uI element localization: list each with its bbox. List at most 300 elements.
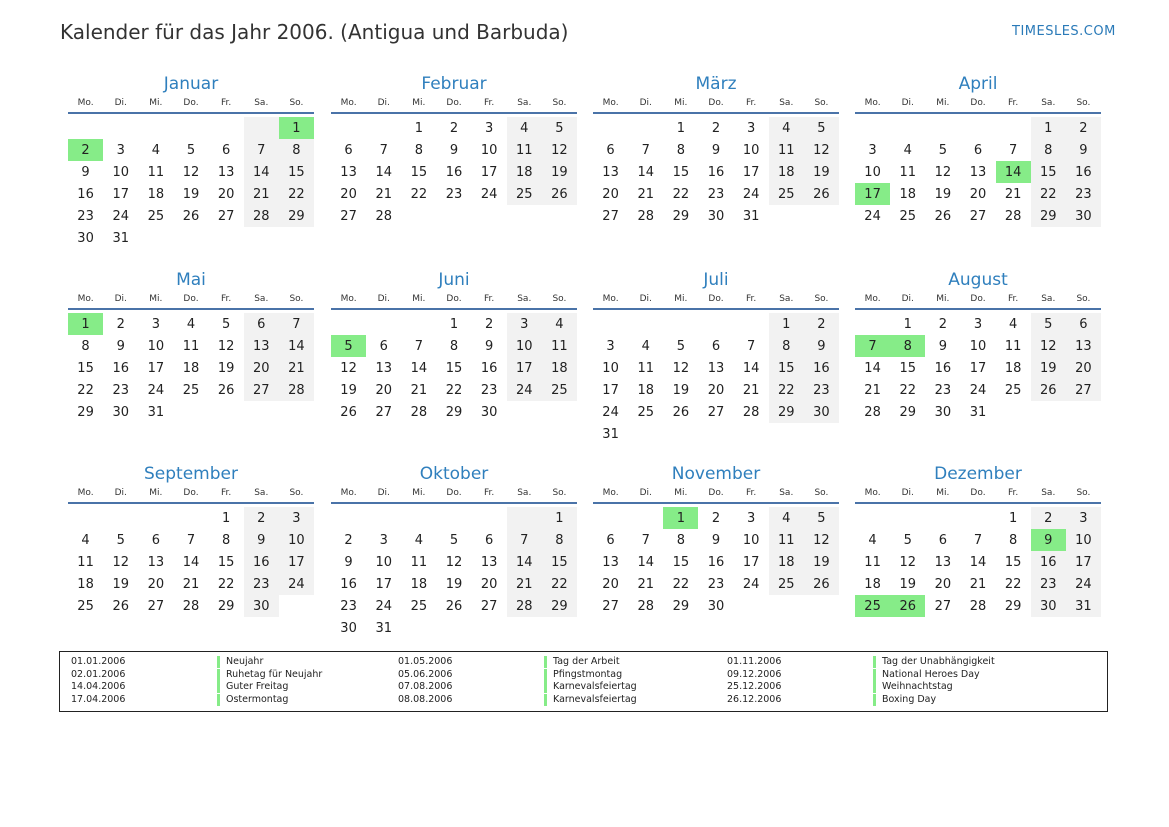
day-cell: 23 — [340, 598, 357, 614]
weekday-header: Mi. — [138, 488, 173, 503]
month-table — [68, 294, 314, 423]
empty-cell — [542, 401, 577, 423]
empty-cell — [996, 401, 1031, 423]
empty-cell — [173, 117, 208, 139]
month-name: April — [958, 74, 998, 94]
day-cell: 7 — [244, 139, 279, 161]
day-cell: 7 — [1008, 142, 1018, 158]
weekday-header: Do. — [960, 488, 995, 503]
week-row — [331, 183, 577, 205]
weekday-header: Sa. — [507, 98, 542, 113]
day-cell: 10 — [1066, 529, 1101, 551]
weekday-header: Do. — [960, 98, 995, 113]
day-cell: 3 — [746, 510, 756, 526]
day-cell: 15 — [769, 357, 804, 379]
weekday-header: Fr. — [734, 488, 769, 503]
day-cell: 16 — [112, 360, 129, 376]
weekday-header: Mo. — [68, 488, 103, 503]
empty-cell — [472, 617, 507, 639]
day-cell: 4 — [1008, 316, 1018, 332]
week-row — [855, 573, 1101, 595]
weekday-header: Mo. — [68, 294, 103, 309]
weekday-header: So. — [279, 98, 314, 113]
day-cell: 5 — [804, 117, 839, 139]
weekday-header: Fr. — [209, 488, 244, 503]
empty-cell — [507, 617, 542, 639]
day-cell: 16 — [707, 164, 725, 180]
empty-cell — [366, 313, 401, 335]
day-cell: 6 — [244, 313, 279, 335]
empty-cell — [331, 507, 366, 529]
holiday-name: Karnevalsfeiertag — [544, 681, 637, 693]
day-cell: 3 — [151, 316, 160, 332]
day-cell: 28 — [969, 598, 987, 614]
holiday-entry — [398, 693, 637, 707]
day-cell: 17 — [602, 382, 619, 398]
day-cell: 19 — [340, 382, 357, 398]
day-cell: 15 — [217, 554, 235, 570]
month-table — [68, 488, 314, 617]
day-cell: 21 — [637, 186, 654, 202]
day-cell: 29 — [217, 598, 235, 614]
day-cell: 15 — [672, 164, 690, 180]
empty-cell — [507, 401, 542, 423]
day-cell: 23 — [445, 186, 463, 202]
day-cell: 5 — [903, 532, 912, 548]
day-cell: 8 — [414, 142, 423, 158]
empty-cell — [542, 205, 577, 227]
weekday-header: Do. — [698, 488, 733, 503]
day-cell: 27 — [244, 379, 279, 401]
day-cell: 17 — [742, 164, 760, 180]
day-cell: 23 — [244, 573, 279, 595]
holiday-column — [727, 656, 995, 706]
day-cell: 10 — [864, 164, 881, 180]
day-cell: 23 — [804, 379, 839, 401]
day-cell: 26 — [672, 404, 690, 420]
day-cell: 22 — [542, 573, 577, 595]
day-cell: 25 — [769, 573, 804, 595]
day-cell: 15 — [77, 360, 94, 376]
day-cell: 2 — [711, 120, 721, 136]
day-cell: 7 — [379, 142, 388, 158]
day-cell: 11 — [147, 164, 165, 180]
empty-cell — [103, 117, 138, 139]
day-cell: 12 — [112, 554, 129, 570]
day-cell: 10 — [279, 529, 314, 551]
weekday-header: Do. — [173, 294, 208, 309]
holiday-date: 01.05.2006 — [398, 656, 453, 667]
day-cell: 1 — [1008, 510, 1018, 526]
day-cell: 4 — [414, 532, 423, 548]
day-cell: 8 — [1008, 532, 1018, 548]
holiday-name: Neujahr — [217, 656, 263, 668]
day-cell: 24 — [375, 598, 392, 614]
empty-cell — [472, 205, 507, 227]
day-cell: 15 — [542, 551, 577, 573]
empty-cell — [855, 507, 890, 529]
day-cell: 12 — [804, 529, 839, 551]
day-cell: 26 — [1031, 379, 1066, 401]
empty-cell — [855, 117, 890, 139]
month-11 — [593, 462, 839, 617]
day-cell: 8 — [676, 532, 685, 548]
month-3 — [593, 72, 839, 227]
empty-cell — [663, 313, 698, 335]
day-cell: 11 — [410, 554, 428, 570]
day-cell: 29 — [445, 404, 463, 420]
empty-cell — [925, 117, 960, 139]
day-cell: 27 — [602, 208, 619, 224]
day-cell: 6 — [221, 142, 231, 158]
day-cell: 12 — [182, 164, 200, 180]
day-cell: 19 — [804, 551, 839, 573]
empty-cell — [769, 423, 804, 445]
day-cell: 26 — [804, 183, 839, 205]
weekday-header: Mo. — [855, 294, 890, 309]
weekday-header: Sa. — [769, 488, 804, 503]
holiday-day-cell: 1 — [68, 313, 103, 335]
day-cell: 16 — [77, 186, 94, 202]
day-cell: 13 — [969, 164, 987, 180]
day-cell: 21 — [969, 576, 987, 592]
month-table — [593, 488, 839, 617]
day-cell: 15 — [410, 164, 428, 180]
empty-cell — [401, 617, 436, 639]
day-cell: 12 — [934, 164, 952, 180]
empty-cell — [542, 617, 577, 639]
day-cell: 6 — [151, 532, 160, 548]
day-cell: 16 — [1031, 551, 1066, 573]
week-row — [855, 313, 1101, 335]
week-row — [593, 117, 839, 139]
day-cell: 7 — [186, 532, 196, 548]
day-cell: 12 — [217, 338, 235, 354]
day-cell: 22 — [672, 576, 690, 592]
day-cell: 5 — [1031, 313, 1066, 335]
day-cell: 29 — [542, 595, 577, 617]
day-cell: 30 — [480, 404, 498, 420]
week-row — [68, 227, 314, 249]
day-cell: 25 — [899, 208, 916, 224]
empty-cell — [734, 313, 769, 335]
day-cell: 17 — [1066, 551, 1101, 573]
day-cell: 29 — [77, 404, 94, 420]
empty-cell — [698, 423, 733, 445]
month-12 — [855, 462, 1101, 617]
day-cell: 24 — [507, 379, 542, 401]
empty-cell — [960, 507, 995, 529]
week-row — [331, 335, 577, 357]
weekday-header: Mi. — [138, 294, 173, 309]
day-cell: 28 — [375, 208, 392, 224]
empty-cell — [279, 227, 314, 249]
day-cell: 20 — [969, 186, 987, 202]
day-cell: 11 — [77, 554, 94, 570]
day-cell: 16 — [804, 357, 839, 379]
day-cell: 20 — [244, 357, 279, 379]
day-cell: 7 — [279, 313, 314, 335]
day-cell: 3 — [116, 142, 125, 158]
day-cell: 12 — [445, 554, 463, 570]
day-cell: 13 — [480, 554, 498, 570]
empty-cell — [209, 227, 244, 249]
empty-cell — [996, 117, 1031, 139]
empty-cell — [925, 507, 960, 529]
day-cell: 1 — [542, 507, 577, 529]
day-cell: 27 — [375, 404, 392, 420]
day-cell: 13 — [934, 554, 952, 570]
week-row — [331, 551, 577, 573]
day-cell: 17 — [375, 576, 392, 592]
week-row — [68, 401, 314, 423]
month-name: Dezember — [934, 464, 1022, 484]
empty-cell — [593, 507, 628, 529]
day-cell: 9 — [804, 335, 839, 357]
day-cell: 9 — [938, 338, 947, 354]
day-cell: 8 — [221, 532, 231, 548]
day-cell: 6 — [484, 532, 494, 548]
day-cell: 14 — [375, 164, 392, 180]
week-row — [593, 313, 839, 335]
day-cell: 4 — [151, 142, 160, 158]
holiday-day-cell: 25 — [855, 595, 890, 617]
weekday-header: Di. — [628, 488, 663, 503]
holiday-name: Tag der Arbeit — [544, 656, 620, 668]
weekday-header: Sa. — [769, 98, 804, 113]
day-cell: 9 — [711, 142, 721, 158]
empty-cell — [138, 227, 173, 249]
day-cell: 26 — [340, 404, 357, 420]
empty-cell — [1066, 401, 1101, 423]
day-cell: 28 — [279, 379, 314, 401]
weekday-header: Mi. — [401, 294, 436, 309]
day-cell: 12 — [1031, 335, 1066, 357]
weekday-header: Sa. — [507, 294, 542, 309]
week-row — [593, 335, 839, 357]
day-cell: 1 — [1031, 117, 1066, 139]
day-cell: 1 — [414, 120, 423, 136]
week-row — [331, 139, 577, 161]
day-cell: 19 — [804, 161, 839, 183]
weekday-header: Mo. — [855, 488, 890, 503]
day-cell: 1 — [903, 316, 912, 332]
day-cell: 2 — [344, 532, 353, 548]
holiday-entry — [398, 681, 637, 694]
empty-cell — [401, 313, 436, 335]
weekday-header: So. — [1066, 98, 1101, 113]
weekday-header: Mo. — [331, 488, 366, 503]
weekday-header: Mo. — [593, 98, 628, 113]
day-cell: 16 — [707, 554, 725, 570]
week-row — [68, 551, 314, 573]
day-cell: 10 — [147, 338, 165, 354]
weekday-header: So. — [542, 98, 577, 113]
day-cell: 22 — [899, 382, 916, 398]
day-cell: 9 — [116, 338, 125, 354]
day-cell: 29 — [1004, 598, 1022, 614]
day-cell: 22 — [279, 183, 314, 205]
day-cell: 7 — [641, 142, 650, 158]
day-cell: 31 — [742, 208, 760, 224]
empty-cell — [138, 117, 173, 139]
month-table — [855, 488, 1101, 617]
day-cell: 13 — [602, 164, 619, 180]
day-cell: 11 — [1004, 338, 1022, 354]
day-cell: 5 — [804, 507, 839, 529]
day-cell: 6 — [606, 142, 615, 158]
day-cell: 23 — [707, 186, 725, 202]
day-cell: 30 — [77, 230, 94, 246]
holiday-entry — [71, 656, 264, 669]
holiday-name: Tag der Unabhängigkeit — [873, 656, 995, 668]
week-row — [331, 161, 577, 183]
day-cell: 29 — [672, 598, 690, 614]
day-cell: 30 — [804, 401, 839, 423]
empty-cell — [68, 507, 103, 529]
holiday-day-cell: 5 — [331, 335, 366, 357]
day-cell: 29 — [672, 208, 690, 224]
day-cell: 1 — [676, 120, 685, 136]
day-cell: 24 — [969, 382, 987, 398]
month-5 — [68, 268, 314, 423]
holiday-entry — [398, 668, 623, 682]
day-cell: 24 — [602, 404, 619, 420]
day-cell: 17 — [507, 357, 542, 379]
day-cell: 20 — [1066, 357, 1101, 379]
week-row — [593, 507, 839, 529]
day-cell: 2 — [449, 120, 459, 136]
day-cell: 14 — [182, 554, 200, 570]
weekday-header: Mi. — [138, 98, 173, 113]
day-cell: 10 — [375, 554, 392, 570]
day-cell: 14 — [969, 554, 987, 570]
day-cell: 23 — [77, 208, 94, 224]
weekday-header: Sa. — [244, 294, 279, 309]
day-cell: 17 — [279, 551, 314, 573]
week-row — [331, 313, 577, 335]
month-1 — [68, 72, 314, 249]
day-cell: 24 — [112, 208, 129, 224]
holiday-date: 14.04.2006 — [71, 681, 126, 693]
day-cell: 21 — [244, 183, 279, 205]
weekday-header: Di. — [628, 294, 663, 309]
month-table — [855, 98, 1101, 227]
day-cell: 13 — [602, 554, 619, 570]
empty-cell — [769, 595, 804, 617]
day-cell: 6 — [344, 142, 353, 158]
day-cell: 27 — [934, 598, 952, 614]
week-row — [68, 117, 314, 139]
day-cell: 12 — [672, 360, 690, 376]
day-cell: 13 — [217, 164, 235, 180]
day-cell: 20 — [375, 382, 392, 398]
day-cell: 21 — [375, 186, 392, 202]
day-cell: 11 — [864, 554, 881, 570]
empty-cell — [472, 507, 507, 529]
empty-cell — [331, 117, 366, 139]
week-row — [855, 205, 1101, 227]
weekday-header: Sa. — [1031, 98, 1066, 113]
day-cell: 30 — [112, 404, 129, 420]
empty-cell — [244, 117, 279, 139]
empty-cell — [173, 507, 208, 529]
day-cell: 13 — [707, 360, 725, 376]
weekday-header: Fr. — [472, 294, 507, 309]
weekday-header: Do. — [173, 488, 208, 503]
weekday-header: Di. — [103, 294, 138, 309]
day-cell: 29 — [899, 404, 916, 420]
week-row — [855, 161, 1101, 183]
week-row — [331, 595, 577, 617]
day-cell: 31 — [147, 404, 165, 420]
day-cell: 12 — [340, 360, 357, 376]
weekday-header: Mi. — [925, 488, 960, 503]
month-4 — [855, 72, 1101, 227]
day-cell: 25 — [410, 598, 428, 614]
week-row — [593, 551, 839, 573]
weekday-header: Sa. — [244, 488, 279, 503]
weekday-header: Sa. — [507, 488, 542, 503]
empty-cell — [279, 595, 314, 617]
day-cell: 27 — [480, 598, 498, 614]
day-cell: 18 — [637, 382, 654, 398]
day-cell: 22 — [769, 379, 804, 401]
day-cell: 22 — [1004, 576, 1022, 592]
holiday-entry — [727, 656, 995, 669]
brand-logo-link[interactable]: TIMESLES.COM — [1012, 24, 1116, 39]
month-table — [331, 98, 577, 227]
day-cell: 26 — [934, 208, 952, 224]
day-cell: 18 — [182, 360, 200, 376]
empty-cell — [138, 507, 173, 529]
day-cell: 18 — [769, 551, 804, 573]
day-cell: 18 — [147, 186, 165, 202]
day-cell: 28 — [637, 208, 654, 224]
day-cell: 28 — [637, 598, 654, 614]
day-cell: 21 — [637, 576, 654, 592]
day-cell: 20 — [602, 576, 619, 592]
weekday-header: Mi. — [925, 98, 960, 113]
empty-cell — [593, 313, 628, 335]
empty-cell — [628, 507, 663, 529]
day-cell: 16 — [480, 360, 498, 376]
day-cell: 5 — [116, 532, 125, 548]
week-row — [68, 595, 314, 617]
holiday-name: Guter Freitag — [217, 681, 288, 693]
week-row — [68, 313, 314, 335]
day-cell: 22 — [1031, 183, 1066, 205]
empty-cell — [855, 313, 890, 335]
day-cell: 26 — [542, 183, 577, 205]
weekday-header: Fr. — [996, 294, 1031, 309]
day-cell: 18 — [899, 186, 916, 202]
day-cell: 14 — [410, 360, 428, 376]
empty-cell — [593, 117, 628, 139]
empty-cell — [507, 205, 542, 227]
day-cell: 30 — [707, 208, 725, 224]
week-row — [68, 379, 314, 401]
holiday-day-cell: 7 — [855, 335, 890, 357]
week-row — [593, 529, 839, 551]
empty-cell — [804, 205, 839, 227]
day-cell: 25 — [769, 183, 804, 205]
day-cell: 16 — [1066, 161, 1101, 183]
day-cell: 24 — [742, 576, 760, 592]
holiday-date: 17.04.2006 — [71, 693, 126, 705]
month-table — [331, 294, 577, 423]
week-row — [331, 379, 577, 401]
